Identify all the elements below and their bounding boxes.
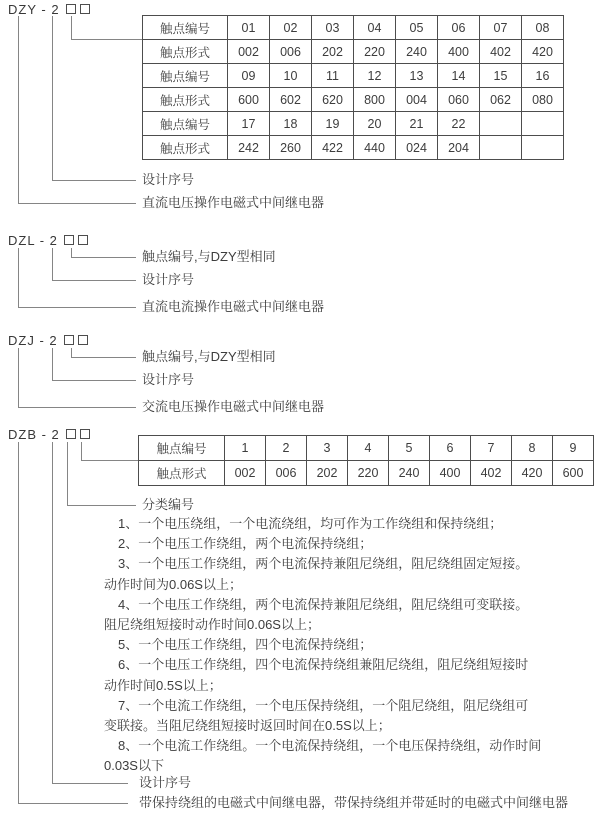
classification-note-line: 0.03S以下 bbox=[104, 758, 164, 774]
dzl-contact-number-label: 触点编号,与DZY型相同 bbox=[142, 249, 276, 264]
leader-line bbox=[18, 307, 136, 308]
table-cell: 05 bbox=[396, 16, 438, 40]
table-cell: 260 bbox=[270, 136, 312, 160]
leader-line bbox=[52, 180, 136, 181]
table-cell: 220 bbox=[354, 40, 396, 64]
dzy-description-label: 直流电压操作电磁式中间继电器 bbox=[142, 195, 325, 210]
table-cell: 16 bbox=[522, 64, 564, 88]
dzj-design-serial-label: 设计序号 bbox=[142, 372, 195, 387]
table-cell bbox=[480, 112, 522, 136]
classification-note-line: 8、一个电流工作绕组。一个电流保持绕组，一个电压保持绕组，动作时间 bbox=[118, 738, 542, 754]
dzl-model-code: DZL - 2 bbox=[8, 232, 58, 248]
dzb-digit-box-1 bbox=[66, 429, 76, 439]
table-row bbox=[139, 461, 594, 486]
table-cell: 240 bbox=[396, 40, 438, 64]
classification-note-line: 7、一个电流工作绕组，一个电压保持绕组，一个阻尼绕组，阻尼绕组可 bbox=[118, 697, 529, 713]
table-cell: 9 bbox=[553, 436, 594, 461]
dzj-model-code: DZJ - 2 bbox=[8, 332, 58, 348]
table-cell: 420 bbox=[512, 461, 553, 486]
row-header-cell: 触点编号 bbox=[143, 112, 228, 136]
table-cell: 002 bbox=[225, 461, 266, 486]
table-cell: 600 bbox=[553, 461, 594, 486]
classification-note-line: 阻尼绕组短接时动作时间0.06S以上； bbox=[104, 617, 320, 633]
table-row bbox=[143, 64, 564, 88]
dzy-model-header bbox=[8, 2, 90, 16]
leader-line bbox=[71, 257, 136, 258]
table-cell: 220 bbox=[348, 461, 389, 486]
classification-note-line: 2、一个电压工作绕组，两个电流保持绕组； bbox=[118, 536, 373, 552]
table-cell: 600 bbox=[228, 88, 270, 112]
table-row bbox=[143, 88, 564, 112]
table-cell: 01 bbox=[228, 16, 270, 40]
table-cell: 4 bbox=[348, 436, 389, 461]
table-cell: 2 bbox=[266, 436, 307, 461]
table-cell: 420 bbox=[522, 40, 564, 64]
dzb-model-header bbox=[8, 427, 90, 441]
dzl-model-header bbox=[8, 233, 88, 247]
table-cell: 400 bbox=[438, 40, 480, 64]
leader-line bbox=[52, 348, 53, 380]
table-cell: 11 bbox=[312, 64, 354, 88]
table-cell: 09 bbox=[228, 64, 270, 88]
leader-line bbox=[18, 203, 136, 204]
table-cell: 240 bbox=[389, 461, 430, 486]
table-cell: 002 bbox=[228, 40, 270, 64]
table-cell: 440 bbox=[354, 136, 396, 160]
table-cell: 22 bbox=[438, 112, 480, 136]
dzj-model-header bbox=[8, 333, 88, 347]
row-header-cell: 触点编号 bbox=[139, 436, 225, 461]
leader-line bbox=[52, 248, 53, 280]
leader-line bbox=[52, 280, 136, 281]
classification-note-line: 1、一个电压绕组，一个电流绕组，均可作为工作绕组和保持绕组； bbox=[118, 516, 503, 531]
leader-line bbox=[52, 442, 53, 783]
table-cell: 21 bbox=[396, 112, 438, 136]
table-cell: 402 bbox=[471, 461, 512, 486]
dzl-digit-box-1 bbox=[64, 235, 74, 245]
dzb-classification-notes bbox=[104, 514, 594, 777]
dzb-classification-label: 分类编号 bbox=[142, 497, 195, 512]
table-cell: 602 bbox=[270, 88, 312, 112]
classification-note-line: 动作时间为0.06S以上； bbox=[104, 576, 242, 592]
dzb-contact-table bbox=[138, 435, 594, 486]
table-cell: 024 bbox=[396, 136, 438, 160]
table-cell: 04 bbox=[354, 16, 396, 40]
leader-line bbox=[18, 16, 19, 203]
table-cell: 02 bbox=[270, 16, 312, 40]
row-header-cell: 触点编号 bbox=[143, 16, 228, 40]
table-cell: 006 bbox=[270, 40, 312, 64]
leader-line bbox=[71, 348, 72, 357]
table-cell: 19 bbox=[312, 112, 354, 136]
classification-note-line: 3、一个电压工作绕组，两个电流保持兼阻尼绕组，阻尼绕组固定短接。 bbox=[118, 556, 529, 572]
row-header-cell: 触点形式 bbox=[139, 461, 225, 486]
leader-line bbox=[18, 248, 19, 307]
leader-line bbox=[52, 783, 128, 784]
leader-line bbox=[18, 442, 19, 803]
table-cell: 20 bbox=[354, 112, 396, 136]
row-header-cell: 触点编号 bbox=[143, 64, 228, 88]
dzy-model-code: DZY - 2 bbox=[8, 1, 60, 17]
leader-line bbox=[18, 407, 136, 408]
table-cell: 18 bbox=[270, 112, 312, 136]
table-cell: 202 bbox=[307, 461, 348, 486]
leader-line bbox=[52, 16, 53, 180]
table-cell: 5 bbox=[389, 436, 430, 461]
table-cell: 422 bbox=[312, 136, 354, 160]
table-cell: 004 bbox=[396, 88, 438, 112]
dzy-digit-box-1 bbox=[66, 4, 76, 14]
dzy-contact-table bbox=[142, 15, 564, 160]
leader-line bbox=[71, 248, 72, 257]
table-cell: 6 bbox=[430, 436, 471, 461]
table-cell: 15 bbox=[480, 64, 522, 88]
table-cell: 202 bbox=[312, 40, 354, 64]
table-cell: 060 bbox=[438, 88, 480, 112]
dzl-digit-box-2 bbox=[78, 235, 88, 245]
table-row bbox=[143, 112, 564, 136]
dzy-digit-box-2 bbox=[80, 4, 90, 14]
dzj-digit-box-2 bbox=[78, 335, 88, 345]
dzb-digit-box-2 bbox=[80, 429, 90, 439]
leader-line bbox=[18, 348, 19, 407]
leader-line bbox=[71, 39, 142, 40]
table-cell: 400 bbox=[430, 461, 471, 486]
dzj-digit-box-1 bbox=[64, 335, 74, 345]
dzb-model-code: DZB - 2 bbox=[8, 426, 60, 442]
table-cell bbox=[480, 136, 522, 160]
leader-line bbox=[81, 460, 138, 461]
table-cell: 800 bbox=[354, 88, 396, 112]
row-header-cell: 触点形式 bbox=[143, 136, 228, 160]
classification-note-line: 4、一个电压工作绕组，两个电流保持兼阻尼绕组，阻尼绕组可变联接。 bbox=[118, 596, 529, 612]
leader-line bbox=[67, 505, 136, 506]
leader-line bbox=[18, 803, 128, 804]
table-cell: 06 bbox=[438, 16, 480, 40]
table-cell: 14 bbox=[438, 64, 480, 88]
leader-line bbox=[81, 442, 82, 460]
row-header-cell: 触点形式 bbox=[143, 88, 228, 112]
leader-line bbox=[71, 357, 136, 358]
classification-note-line: 5、一个电压工作绕组，四个电流保持绕组； bbox=[118, 637, 373, 653]
table-cell: 242 bbox=[228, 136, 270, 160]
table-cell: 7 bbox=[471, 436, 512, 461]
table-row bbox=[143, 136, 564, 160]
table-cell: 08 bbox=[522, 16, 564, 40]
dzj-description-label: 交流电压操作电磁式中间继电器 bbox=[142, 399, 325, 414]
row-header-cell: 触点形式 bbox=[143, 40, 228, 64]
table-cell: 204 bbox=[438, 136, 480, 160]
table-cell: 080 bbox=[522, 88, 564, 112]
table-cell: 062 bbox=[480, 88, 522, 112]
table-cell: 03 bbox=[312, 16, 354, 40]
classification-note-line: 6、一个电压工作绕组，四个电流保持绕组兼阻尼绕组，阻尼绕组短接时 bbox=[118, 657, 529, 673]
table-cell bbox=[522, 112, 564, 136]
table-cell: 620 bbox=[312, 88, 354, 112]
leader-line bbox=[71, 16, 72, 39]
leader-line bbox=[67, 442, 68, 505]
dzj-contact-number-label: 触点编号,与DZY型相同 bbox=[142, 349, 276, 364]
table-cell: 17 bbox=[228, 112, 270, 136]
table-cell: 10 bbox=[270, 64, 312, 88]
classification-note-line: 动作时间0.5S以上； bbox=[104, 677, 222, 693]
classification-note-line: 变联接。当阻尼绕组短接时返回时间在0.5S以上； bbox=[104, 718, 391, 734]
table-cell: 006 bbox=[266, 461, 307, 486]
table-cell: 402 bbox=[480, 40, 522, 64]
dzb-design-serial-label: 设计序号 bbox=[139, 775, 192, 790]
table-row bbox=[139, 436, 594, 461]
table-cell: 8 bbox=[512, 436, 553, 461]
table-cell: 1 bbox=[225, 436, 266, 461]
table-cell bbox=[522, 136, 564, 160]
dzl-design-serial-label: 设计序号 bbox=[142, 272, 195, 287]
dzy-design-serial-label: 设计序号 bbox=[142, 172, 195, 187]
table-cell: 07 bbox=[480, 16, 522, 40]
table-cell: 13 bbox=[396, 64, 438, 88]
dzb-description-label: 带保持绕组的电磁式中间继电器，带保持绕组并带延时的电磁式中间继电器 bbox=[139, 795, 569, 810]
table-row bbox=[143, 40, 564, 64]
table-cell: 3 bbox=[307, 436, 348, 461]
leader-line bbox=[52, 380, 136, 381]
dzl-description-label: 直流电流操作电磁式中间继电器 bbox=[142, 299, 325, 314]
table-row bbox=[143, 16, 564, 40]
table-cell: 12 bbox=[354, 64, 396, 88]
